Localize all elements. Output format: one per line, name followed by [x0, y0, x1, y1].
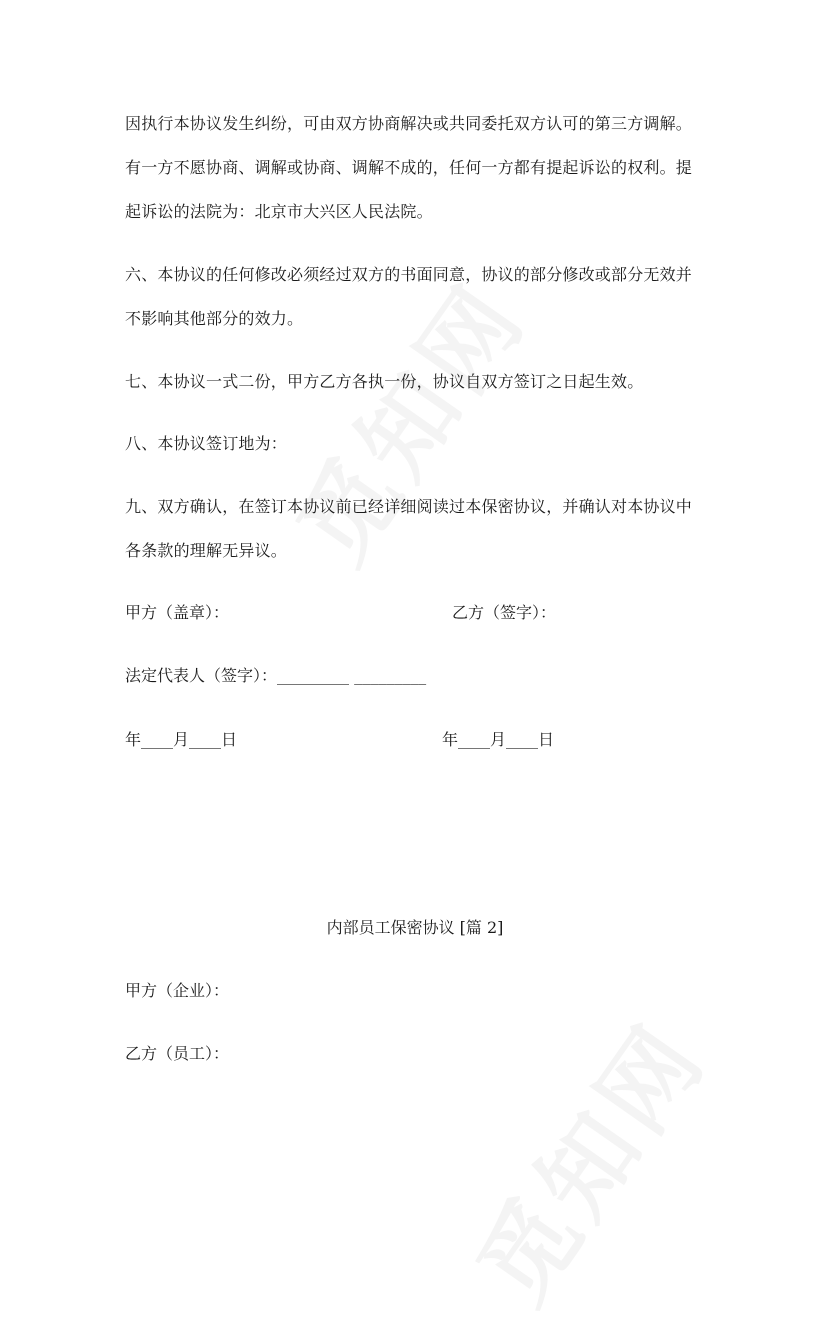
party-a-enterprise-label: 甲方（企业）： [125, 981, 230, 1000]
paragraph-line: 有一方不愿协商、调解或协商、调解不成的，任何一方都有提起诉讼的权利。提 [125, 158, 693, 177]
date-left: 年____月____日 [125, 730, 238, 749]
paragraph-line: 因执行本协议发生纠纷，可由双方协商解决或共同委托双方认可的第三方调解。 [125, 114, 693, 133]
clause-8: 八、本协议签订地为： [125, 434, 288, 453]
party-a-seal-label: 甲方（盖章）： [125, 603, 230, 622]
clause-6-line: 不影响其他部分的效力。 [125, 309, 304, 328]
clause-9-line: 九、双方确认，在签订本协议前已经详细阅读过本保密协议，并确认对本协议中 [125, 497, 693, 516]
date-right: 年____月____日 [442, 730, 555, 749]
watermark [440, 991, 731, 1325]
clause-9-line: 各条款的理解无异议。 [125, 541, 288, 560]
party-b-sign-label: 乙方（签字）： [452, 603, 557, 622]
clause-7: 七、本协议一式二份，甲方乙方各执一份，协议自双方签订之日起生效。 [125, 372, 644, 391]
section-title: 内部员工保密协议 [篇 2] [326, 918, 504, 937]
paragraph-line: 起诉讼的法院为：北京市大兴区人民法院。 [125, 202, 433, 221]
watermark [260, 251, 551, 585]
party-b-employee-label: 乙方（员工）： [125, 1044, 230, 1063]
clause-6-line: 六、本协议的任何修改必须经过双方的书面同意，协议的部分修改或部分无效并 [125, 265, 693, 284]
legal-rep-signature-line: 法定代表人（签字）：_________ _________ [125, 666, 427, 685]
